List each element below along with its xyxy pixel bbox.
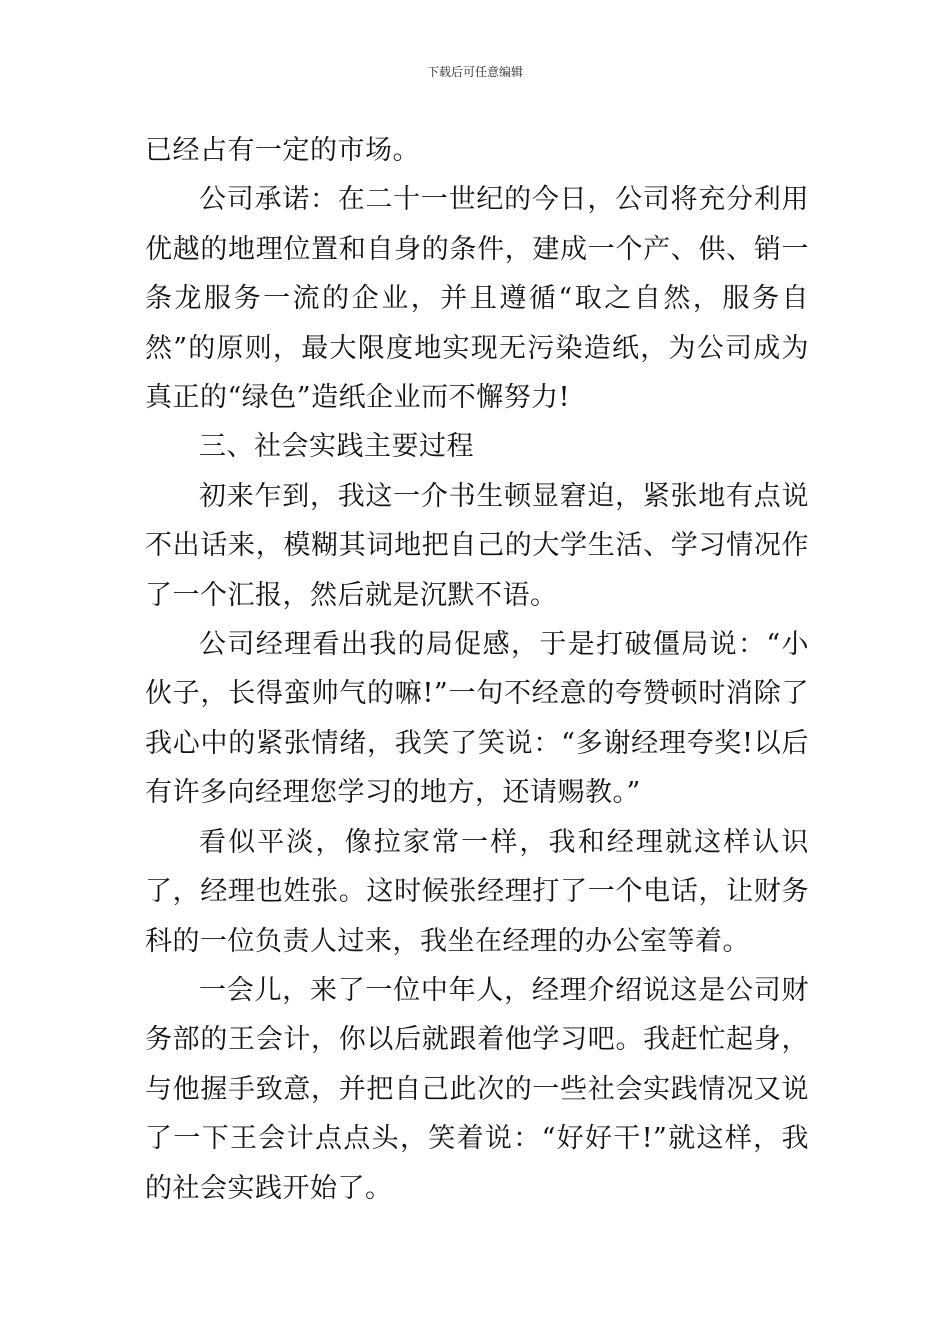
document-body: [145, 126, 809, 1213]
section-heading: 三、社会实践主要过程: [199, 431, 474, 463]
paragraph-manager-praise: 公司经理看出我的局促感，于是打破僵局说：“小伙子，长得蛮帅气的嘛!”一句不经意的夸赞顿时消除了我心中的紧张情绪，我笑了笑说：“多谢经理夸奖!以后有许多向经理您学习的地方，还请赐教。”: [145, 629, 809, 809]
paragraph-company-promise: 公司承诺：在二十一世纪的今日，公司将充分利用优越的地理位置和自身的条件，建成一个产、供、销一条龙服务一流的企业，并且遵循“取之自然，服务自然”的原则，最大限度地实现无污染造纸，为公司成为真正的“绿色”造纸企业而不懈努力!: [145, 184, 809, 414]
paragraph-accountant: 一会儿，来了一位中年人，经理介绍说这是公司财务部的王会计，你以后就跟着他学习吧。我赶忙起身，与他握手致意，并把自己此次的一些社会实践情况又说了一下王会计点点头，笑着说：“好好干!”就这样，我的社会实践开始了。: [145, 974, 809, 1204]
paragraph-arrival: 初来乍到，我这一介书生顿显窘迫，紧张地有点说不出话来，模糊其词地把自己的大学生活、学习情况作了一个汇报，然后就是沉默不语。: [145, 480, 809, 611]
paragraph-continuation: 已经占有一定的市场。: [145, 135, 420, 166]
paragraph-meeting: 看似平淡，像拉家常一样，我和经理就这样认识了，经理也姓张。这时候张经理打了一个电话，让财务科的一位负责人过来，我坐在经理的办公室等着。: [145, 826, 809, 957]
page-header-note: 下载后可任意编辑: [426, 65, 523, 79]
